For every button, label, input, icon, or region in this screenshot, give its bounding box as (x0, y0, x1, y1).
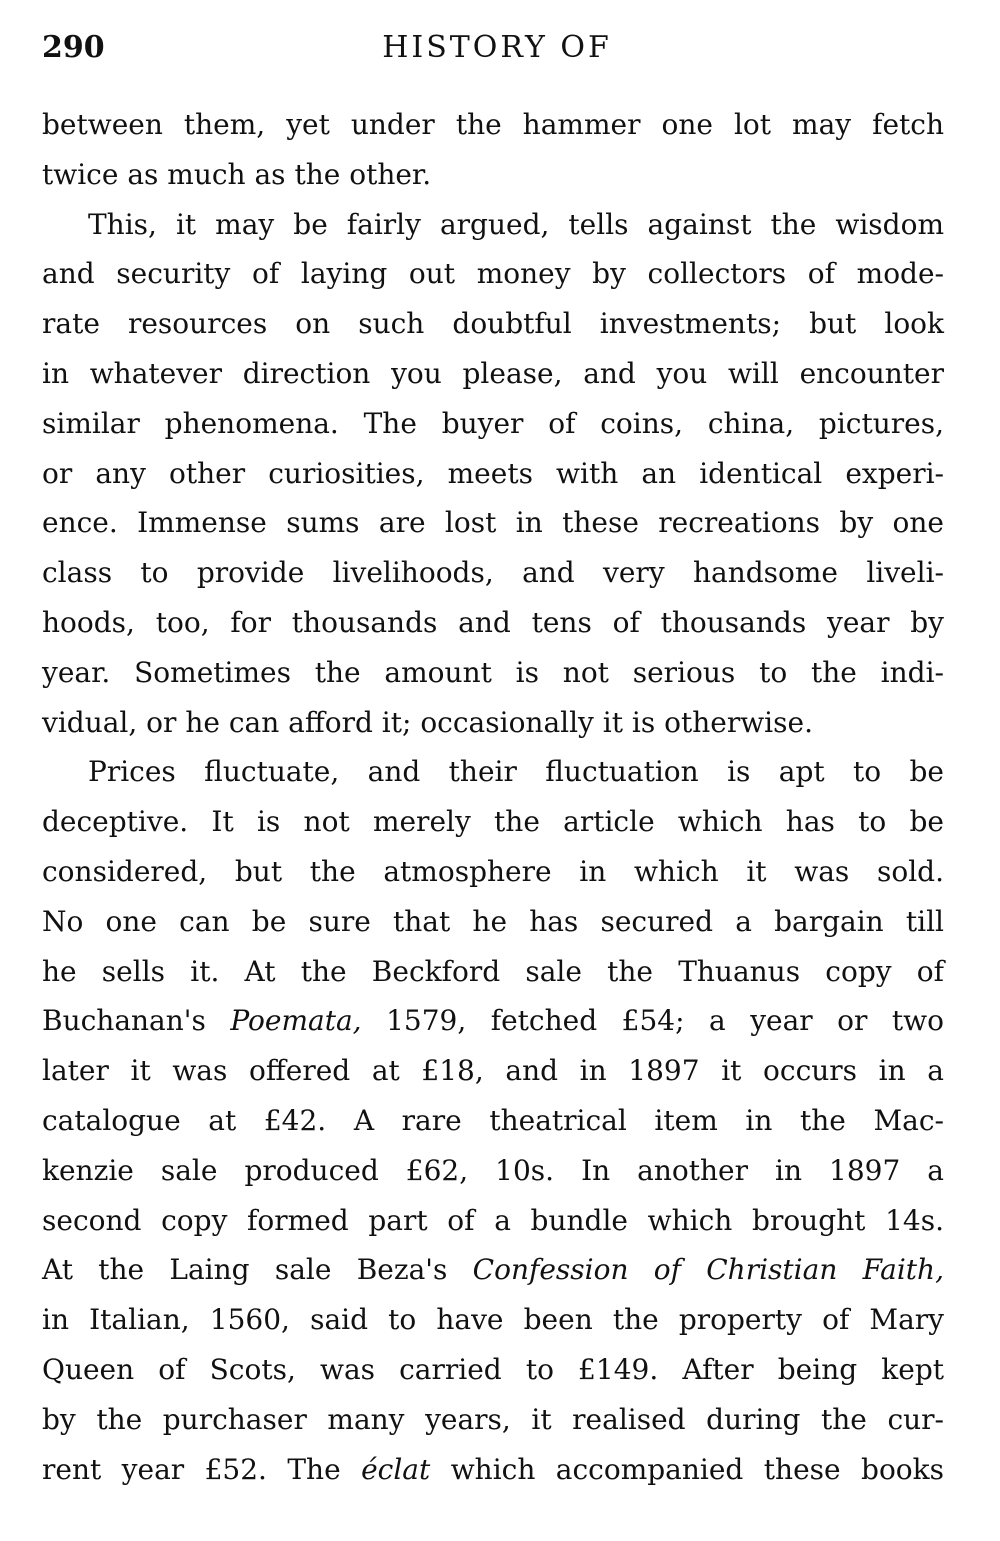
text-span: similar phenomena. The buyer of coins, china, pictures, (42, 406, 944, 440)
text-line (42, 797, 944, 847)
running-title: HISTORY OF (382, 30, 612, 65)
text-span: rent year £52. The (42, 1452, 362, 1486)
text-span: by the purchaser many years, it realised during the cur- (42, 1402, 944, 1436)
text-line (42, 598, 944, 648)
text-line (42, 1345, 944, 1395)
text-span: class to provide livelihoods, and very handsome liveli- (42, 556, 944, 590)
text-span: catalogue at £42. A rare theatrical item in the Mac- (42, 1103, 944, 1137)
text-span: ence. Immense sums are lost in these recreations by one (42, 506, 944, 540)
text-line (42, 847, 944, 897)
italic-text: Poemata, (230, 1004, 362, 1038)
text-span: and security of laying out money by collectors of mode- (42, 257, 944, 291)
italic-text: Confession of Christian Faith, (472, 1253, 944, 1287)
text-line (42, 399, 944, 449)
italic-text: éclat (361, 1452, 431, 1486)
text-span: No one can be sure that he has secured a bargain till (42, 904, 944, 938)
text-line (42, 548, 944, 598)
text-span: considered, but the atmosphere in which it was sold. (42, 854, 944, 888)
page-number: 290 (42, 30, 105, 65)
text-span: hoods, too, for thousands and tens of thousands year by (42, 605, 944, 639)
text-span: deceptive. It is not merely the article which has to be (42, 805, 944, 839)
text-line (42, 498, 944, 548)
text-line (42, 100, 944, 150)
text-line (42, 897, 944, 947)
text-span: rate resources on such doubtful investments; but look (42, 307, 944, 341)
text-span: in Italian, 1560, said to have been the property of Mary (42, 1303, 944, 1337)
text-span: twice as much as the other. (42, 157, 432, 191)
text-span: This, it may be fairly argued, tells against the wisdom (88, 207, 944, 241)
text-line (42, 299, 944, 349)
text-span: in whatever direction you please, and you will encounter (42, 356, 944, 390)
text-line (42, 1295, 944, 1345)
text-span: kenzie sale produced £62, 10s. In another in 1897 a (42, 1153, 944, 1187)
text-span: At the Laing sale Beza's (42, 1253, 473, 1287)
text-span: second copy formed part of a bundle which brought 14s. (42, 1203, 944, 1237)
text-line (42, 1146, 944, 1196)
text-line (42, 747, 944, 797)
text-line (42, 249, 944, 299)
page-header (42, 30, 942, 80)
text-span: Queen of Scots, was carried to £149. After being kept (42, 1352, 944, 1386)
text-line (42, 698, 944, 748)
text-span: later it was offered at £18, and in 1897 it occurs in a (42, 1054, 944, 1088)
text-line (42, 996, 944, 1046)
text-line (42, 1096, 944, 1146)
text-line (42, 1196, 944, 1246)
text-line (42, 349, 944, 399)
text-span: year. Sometimes the amount is not serious to the indi- (42, 655, 944, 689)
text-line (42, 449, 944, 499)
text-span: 1579, fetched £54; a year or two (361, 1004, 944, 1038)
text-line (42, 200, 944, 250)
text-line (42, 1395, 944, 1445)
text-line (42, 1245, 944, 1295)
text-line (42, 947, 944, 997)
text-span: vidual, or he can afford it; occasionally it is otherwise. (42, 705, 813, 739)
text-span: which accompanied these books (430, 1452, 945, 1486)
text-span: Buchanan's (42, 1004, 231, 1038)
text-line (42, 1445, 944, 1495)
page-body-text (42, 100, 944, 1494)
text-line (42, 1046, 944, 1096)
text-span: between them, yet under the hammer one lot may fetch (42, 108, 944, 141)
text-line (42, 648, 944, 698)
text-span: he sells it. At the Beckford sale the Thuanus copy of (42, 954, 944, 988)
text-span: Prices fluctuate, and their fluctuation is apt to be (88, 755, 944, 789)
text-line (42, 150, 944, 200)
text-span: or any other curiosities, meets with an identical experi- (42, 456, 944, 490)
